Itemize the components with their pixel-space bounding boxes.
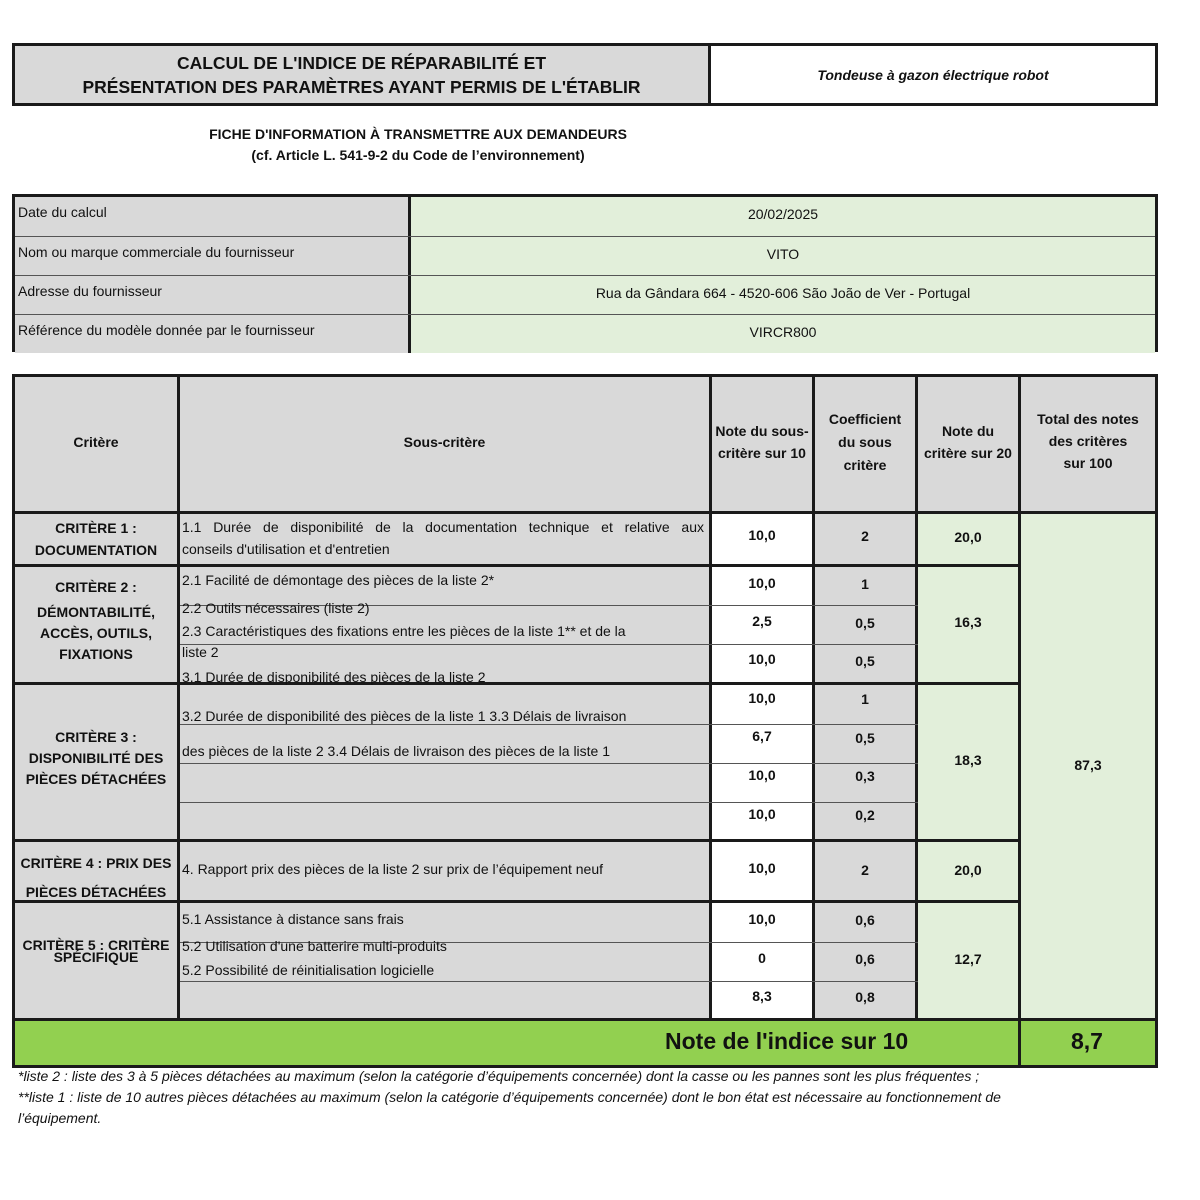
info-row-address [15,275,1155,314]
sub-criterion-3-1: 3.1 Durée de disponibilité des pièces de la liste 2 [182,669,486,685]
criterion-note: 18,3 [954,752,982,768]
criterion-line: DISPONIBILITÉ DES [28,750,164,766]
sub-coef: 1 [861,576,869,592]
sub-criterion-2-3-cont: liste 2 [182,644,219,660]
sub-note: 10,0 [748,806,776,822]
sub-note: 10,0 [748,767,776,783]
header-line: critère sur 20 [924,445,1012,461]
sub-note: 10,0 [748,651,776,667]
sub-criterion-2-3: 2.3 Caractéristiques des fixations entre les pièces de la liste 1** et de la [182,623,626,639]
criterion-line: DOCUMENTATION [34,542,158,558]
sub-criterion-5-1: 5.1 Assistance à distance sans frais [182,911,404,927]
sub-line: 1.1 Durée de disponibilité de la documentation technique et relative aux [182,519,704,535]
footnote-2: **liste 1 : liste de 10 autres pièces détachées au maximum (selon la catégorie d’équipements concernée) dont le bon état est nécessaire au fonctionnement de [18,1089,1001,1105]
criterion-line: FIXATIONS [59,646,133,662]
sub-coef: 0,5 [855,730,875,746]
sub-note: 10,0 [748,527,776,543]
sub-criterion-5-2a: 5.2 Utilisation d'une batterire multi-produits [182,938,447,954]
subtitle-line2: (cf. Article L. 541-9-2 du Code de l’environnement) [251,147,585,163]
criterion-line: DÉMONTABILITÉ, [37,604,155,620]
final-score-label: Note de l'indice sur 10 [665,1028,909,1054]
criterion-note: 16,3 [954,614,982,630]
sub-coef: 0,5 [855,615,875,631]
col-header-total [1021,408,1155,474]
total-score: 87,3 [1074,757,1102,773]
divider [180,981,918,982]
header-title-line1: CALCUL DE L'INDICE DE RÉPARABILITÉ ET [176,52,547,73]
sub-coef: 0,8 [855,989,875,1005]
sub-note: 10,0 [748,911,776,927]
col-header-sous-critere: Sous-critère [403,434,486,450]
footnote-3: l’équipement. [18,1110,102,1126]
sub-note: 10,0 [748,860,776,876]
sub-coef: 0,6 [855,912,875,928]
supplier-info-table [12,194,1158,352]
info-row-reference [15,314,1155,353]
header-line: du sous [838,434,892,450]
criterion-1-label [15,517,177,561]
criterion-line: PIÈCES DÉTACHÉES [25,771,167,787]
col-header-coefficient [815,408,915,477]
criterion-3-label [15,727,177,790]
sub-coef: 2 [861,528,869,544]
criterion-line: CRITÈRE 2 : [55,579,137,595]
criterion-4-label [15,849,177,907]
header-line: critère sur 10 [718,445,806,461]
header-title-line2: PRÉSENTATION DES PARAMÈTRES AYANT PERMIS DE L'ÉTABLIR [82,76,641,97]
header-title [15,46,711,103]
divider [1018,377,1021,1065]
info-row-date [15,197,1155,236]
sub-note: 10,0 [748,690,776,706]
info-value: 20/02/2025 [411,197,1155,236]
criterion-line: ACCÈS, OUTILS, [39,625,152,641]
col-header-note-critere [918,420,1018,464]
criterion-note: 20,0 [954,862,982,878]
header-line: Total des notes [1037,411,1139,427]
sub-note: 2,5 [752,613,772,629]
info-label: Référence du modèle donnée par le fournisseur [15,315,411,353]
sub-criterion-3-2: 3.2 Durée de disponibilité des pièces de la liste 1 3.3 Délais de livraison [182,708,627,724]
final-score-value: 8,7 [1071,1028,1103,1054]
col-header-critere: Critère [73,434,119,450]
header-line: sur 100 [1063,455,1113,471]
header-line: des critères [1048,433,1128,449]
criterion-line: SPÉCIFIQUE [53,949,139,965]
col-header-note-sous [712,420,812,464]
info-label: Adresse du fournisseur [15,276,411,314]
sub-coef: 2 [861,862,869,878]
sub-line: conseils d'utilisation et d'entretien [182,541,390,557]
header-line: Note du sous- [715,423,809,439]
sub-coef: 0,6 [855,951,875,967]
sub-note: 10,0 [748,575,776,591]
criterion-note: 20,0 [954,529,982,545]
divider [15,511,1155,514]
divider [1018,1021,1021,1065]
divider [15,839,1021,842]
criterion-line: PIÈCES DÉTACHÉES [25,884,167,900]
repairability-table [12,374,1158,1068]
criterion-2-label [15,577,177,665]
criterion-line: CRITÈRE 1 : [55,520,137,536]
info-label: Nom ou marque commerciale du fournisseur [15,237,411,275]
sub-criterion-3-3: des pièces de la liste 2 3.4 Délais de livraison des pièces de la liste 1 [182,743,611,759]
sub-coef: 0,2 [855,807,875,823]
product-type: Tondeuse à gazon électrique robot [817,66,1049,83]
divider [177,377,180,1021]
criterion-line: CRITÈRE 5 : CRITÈRE [22,937,170,953]
divider [915,377,918,1021]
info-value: Rua da Gândara 664 - 4520-606 São João de Ver - Portugal [411,276,1155,314]
divider [15,564,1021,567]
sub-criterion-5-2b: 5.2 Possibilité de réinitialisation logicielle [182,962,435,978]
sub-criterion-2-1: 2.1 Facilité de démontage des pièces de la liste 2* [182,572,495,588]
header-line: Coefficient [828,411,902,427]
sub-criterion-1-1 [182,516,704,560]
divider [180,802,918,803]
header-box [12,43,1158,106]
divider [180,644,918,645]
info-row-supplier [15,236,1155,275]
divider [180,763,918,764]
sub-coef: 0,3 [855,768,875,784]
sub-note: 6,7 [752,728,772,744]
sub-note: 0 [758,950,766,966]
sub-criterion-2-2: 2.2 Outils nécessaires (liste 2) [182,600,370,616]
header-line: critère [843,457,887,473]
sub-coef: 1 [861,691,869,707]
sub-coef: 0,5 [855,653,875,669]
criterion-line: CRITÈRE 4 : PRIX DES [20,855,172,871]
info-label: Date du calcul [15,197,411,236]
criterion-5-label [15,939,177,963]
final-score-row [15,1021,1155,1065]
info-value: VIRCR800 [411,315,1155,353]
criterion-line: CRITÈRE 3 : [55,729,137,745]
criterion-note: 12,7 [954,951,982,967]
footnote-1: *liste 2 : liste des 3 à 5 pièces détachées au maximum (selon la catégorie d’équipements concernée) dont la casse ou les pannes sont les plus fréquentes ; [18,1068,980,1084]
sub-criterion-4: 4. Rapport prix des pièces de la liste 2 sur prix de l’équipement neuf [182,861,604,877]
header-line: Note du [941,423,995,439]
subtitle-line1: FICHE D'INFORMATION À TRANSMETTRE AUX DEMANDEURS [209,126,627,142]
divider [15,682,1021,685]
info-value: VITO [411,237,1155,275]
sub-note: 8,3 [752,988,772,1004]
